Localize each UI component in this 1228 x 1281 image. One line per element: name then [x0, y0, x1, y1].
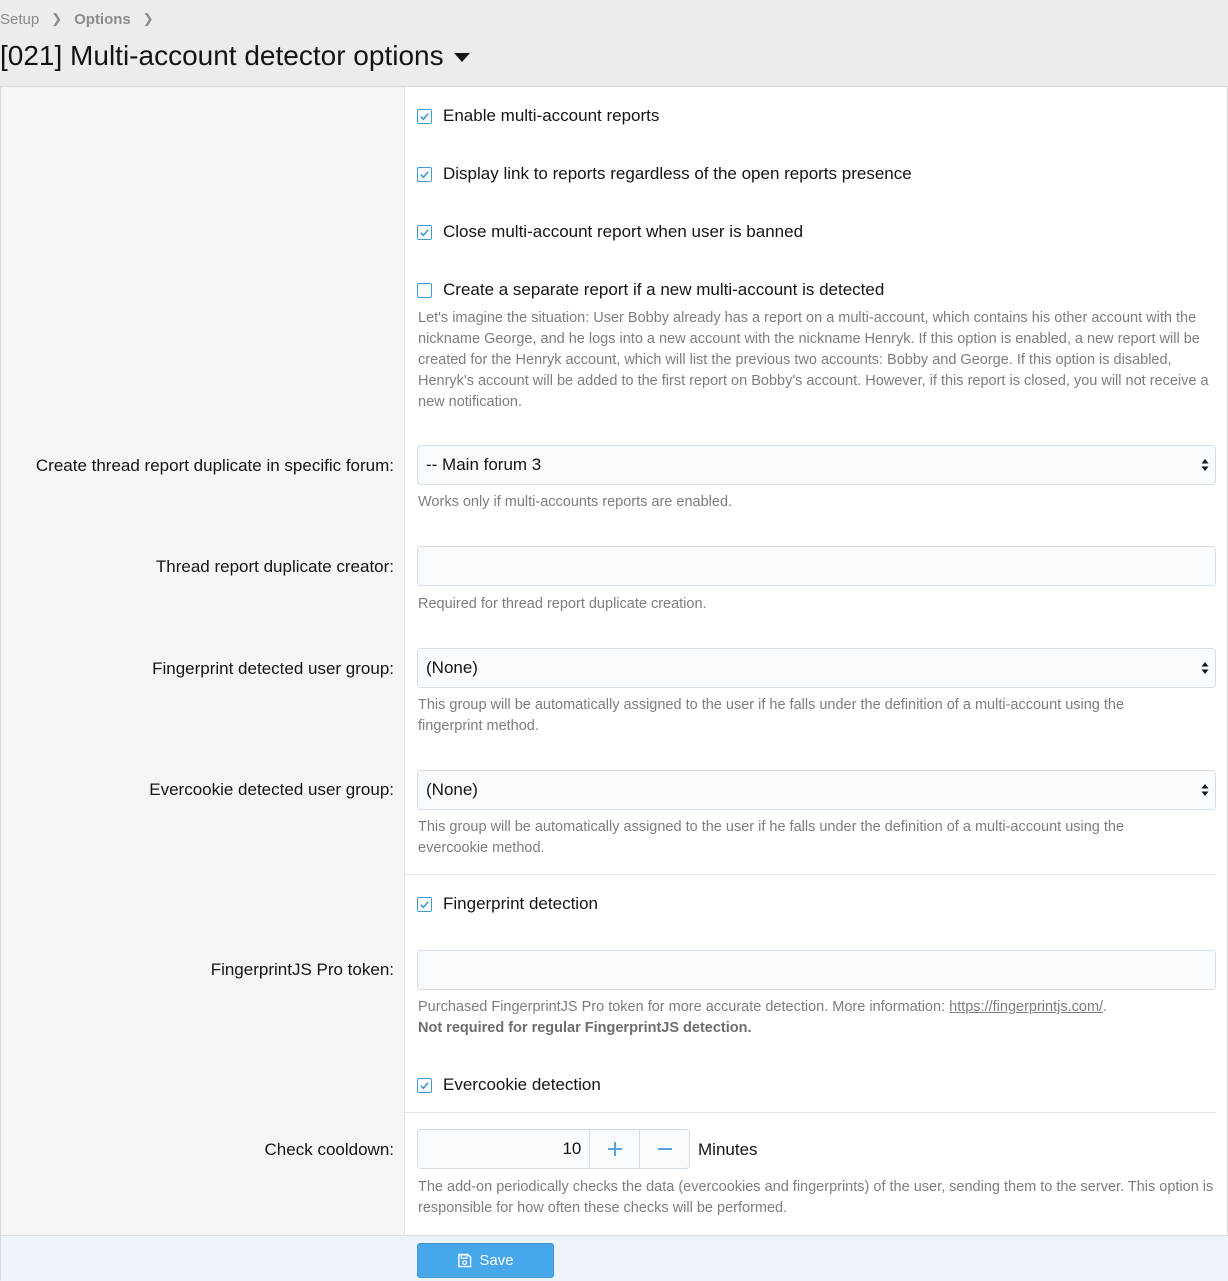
select-arrows-icon: [1201, 458, 1209, 472]
evercookie-group-label: Evercookie detected user group:: [149, 780, 394, 799]
separate-report-checkbox[interactable]: [417, 283, 432, 298]
evercookie-group-value: (None): [426, 780, 478, 799]
minus-icon: [657, 1141, 673, 1157]
options-panel: [0, 86, 1228, 1280]
checkmark-icon: [419, 169, 430, 180]
separate-report-option[interactable]: [417, 279, 884, 301]
breadcrumb-setup-link[interactable]: Setup: [0, 10, 40, 28]
thread-forum-label: Create thread report duplicate in specific forum:: [35, 456, 394, 475]
chevron-right-icon: ❯: [142, 11, 154, 26]
section-divider: [405, 874, 1216, 875]
save-button-label: Save: [479, 1252, 514, 1269]
check-cooldown-hint: The add-on periodically checks the data (evercookies and fingerprints) of the user, sending them to the server. This option is responsible for how often these checks will be performed.: [418, 1179, 1214, 1216]
form-footer: [1, 1235, 1228, 1281]
chevron-right-icon: ❯: [51, 11, 63, 26]
close-on-ban-option[interactable]: [417, 221, 803, 243]
section-divider: [405, 1112, 1216, 1113]
caret-down-icon[interactable]: [454, 53, 470, 62]
plus-icon: [607, 1141, 623, 1157]
fingerprint-group-select[interactable]: [417, 648, 1216, 688]
evercookie-group-select[interactable]: [417, 770, 1216, 810]
fingerprint-group-label: Fingerprint detected user group:: [152, 659, 394, 678]
duplicate-creator-label: Thread report duplicate creator:: [155, 557, 394, 576]
fingerprint-detection-checkbox[interactable]: [417, 897, 432, 912]
decrement-button[interactable]: [639, 1130, 689, 1168]
check-cooldown-stepper[interactable]: [417, 1129, 690, 1169]
duplicate-creator-input[interactable]: [417, 546, 1216, 586]
fingerprint-group-hint: This group will be automatically assigned to the user if he falls under the definition of a multi-account using the fingerprint method.: [418, 697, 1125, 734]
enable-reports-option[interactable]: [417, 105, 659, 127]
fingerprintjs-token-label: FingerprintJS Pro token:: [210, 960, 394, 979]
fingerprint-detection-option[interactable]: [417, 893, 598, 915]
separate-report-label: Create a separate report if a new multi-account is detected: [443, 280, 885, 299]
duplicate-creator-hint: Required for thread report duplicate creation.: [418, 596, 707, 612]
save-button[interactable]: [417, 1243, 554, 1278]
fingerprintjs-token-hint-bold: Not required for regular FingerprintJS detection.: [418, 1020, 752, 1036]
checkmark-icon: [419, 227, 430, 238]
thread-forum-select[interactable]: [417, 445, 1216, 485]
page-title-text: [021] Multi-account detector options: [0, 40, 444, 71]
evercookie-detection-checkbox[interactable]: [417, 1078, 432, 1093]
display-link-label: Display link to reports regardless of the open reports presence: [443, 164, 912, 183]
separate-report-hint: Let's imagine the situation: User Bobby already has a report on a multi-account, which contains his other account with the nickname George, and he logs into a new account with the nickname Henryk. If this option is enabled, a new report will be created for the Henryk account, which will list the previous two accounts: Bobby and George. If this option is disabled, Henryk's account will be added to the first report on Bobby's account. However, if this report is closed, you will not receive a new notification.: [418, 310, 1209, 410]
display-link-checkbox[interactable]: [417, 167, 432, 182]
enable-reports-label: Enable multi-account reports: [443, 106, 660, 125]
fingerprint-detection-label: Fingerprint detection: [443, 894, 598, 913]
fingerprintjs-token-hint-text: Purchased FingerprintJS Pro token for more accurate detection. More information:: [418, 999, 950, 1015]
check-cooldown-units: Minutes: [698, 1140, 758, 1159]
fingerprintjs-token-input[interactable]: [417, 950, 1216, 990]
check-cooldown-value[interactable]: 10: [562, 1139, 582, 1158]
checkmark-icon: [419, 899, 430, 910]
select-arrows-icon: [1201, 783, 1209, 797]
page-title[interactable]: [0, 38, 470, 74]
fingerprintjs-token-hint-suffix: .: [1103, 999, 1108, 1015]
enable-reports-checkbox[interactable]: [417, 109, 432, 124]
check-cooldown-label: Check cooldown:: [264, 1140, 394, 1159]
breadcrumb-options-link[interactable]: Options: [74, 10, 131, 28]
display-link-option[interactable]: [417, 163, 912, 185]
increment-button[interactable]: [589, 1130, 639, 1168]
thread-forum-hint: Works only if multi-accounts reports are enabled.: [418, 494, 733, 510]
checkmark-icon: [419, 111, 430, 122]
close-on-ban-label: Close multi-account report when user is banned: [443, 222, 804, 241]
thread-forum-value: -- Main forum 3: [426, 455, 542, 474]
evercookie-detection-option[interactable]: [417, 1074, 601, 1096]
evercookie-detection-label: Evercookie detection: [443, 1075, 601, 1094]
checkmark-icon: [419, 1080, 430, 1091]
breadcrumb: [0, 9, 166, 29]
fingerprintjs-link[interactable]: https://fingerprintjs.com/: [949, 999, 1104, 1015]
save-icon: [457, 1253, 472, 1268]
evercookie-group-hint: This group will be automatically assigned to the user if he falls under the definition of a multi-account using the evercookie method.: [418, 819, 1125, 856]
close-on-ban-checkbox[interactable]: [417, 225, 432, 240]
fingerprint-group-value: (None): [426, 658, 478, 677]
fingerprintjs-token-hint: [418, 997, 1218, 1039]
select-arrows-icon: [1201, 661, 1209, 675]
